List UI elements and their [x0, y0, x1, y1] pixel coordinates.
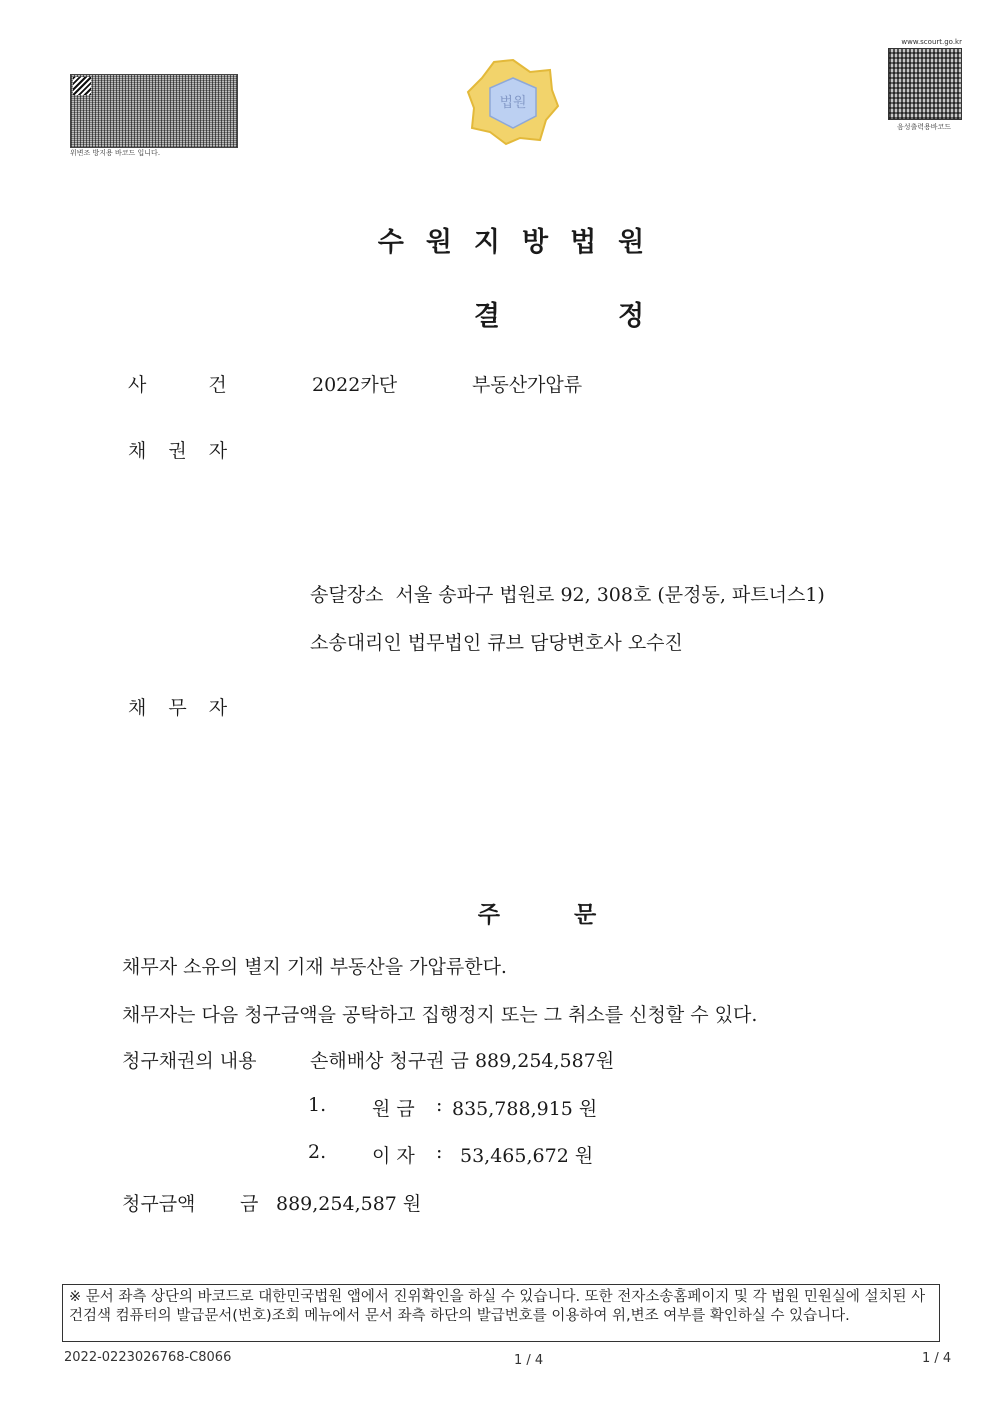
verification-notice: ※ 문서 좌측 상단의 바코드로 대한민국법원 앱에서 진위확인을 하실 수 있습니다. 또한 전자소송홈페이지 및 각 법원 민원실에 설치된 사건검색 컴퓨터의 발급문서(번호)조회 메뉴에서 문서 좌측 하단의 발급번호를 이용하여 위,변조 여부를 확인하실 수 있습니다.: [62, 1284, 940, 1342]
case-label: 사건: [128, 374, 289, 396]
order-line-2: 채무자는 다음 청구금액을 공탁하고 집행정지 또는 그 취소를 신청할 수 있다.: [122, 1004, 758, 1026]
claim-item-label: 이 자: [372, 1145, 415, 1167]
claim-item-sep: :: [436, 1141, 443, 1163]
barcode-corner-mark: [73, 77, 91, 95]
creditor-label: 채권자: [128, 440, 250, 462]
anti-forgery-barcode: [70, 74, 238, 148]
court-url: www.scourt.go.kr: [901, 38, 962, 46]
page-number-center: 1 / 4: [514, 1353, 544, 1368]
claim-item-amount: 53,465,672 원: [460, 1145, 594, 1167]
debtor-label: 채무자: [128, 697, 250, 719]
total-prefix: 금: [240, 1193, 259, 1215]
voice-barcode-caption: 음성출력용바코드: [896, 123, 952, 131]
order-line-1: 채무자 소유의 별지 기재 부동산을 가압류한다.: [122, 956, 507, 978]
claim-item-no: 1.: [308, 1094, 327, 1116]
document-type: 결정: [473, 301, 763, 332]
voice-output-barcode: [888, 48, 962, 120]
case-number: 2022카단: [312, 374, 398, 396]
seal-text: 법원: [499, 95, 527, 111]
creditor-service-address: 송달장소 서울 송파구 법원로 92, 308호 (문정동, 파트너스1): [310, 584, 825, 606]
case-name: 부동산가압류: [472, 374, 583, 396]
total-amount: 889,254,587 원: [276, 1193, 422, 1215]
claim-label: 청구채권의 내용: [122, 1050, 257, 1072]
claim-item-no: 2.: [308, 1141, 327, 1163]
court-name: 수원지방법원: [377, 227, 667, 258]
claim-item-sep: :: [436, 1094, 443, 1116]
court-seal-emblem: [466, 58, 560, 146]
creditor-agent: 소송대리인 법무법인 큐브 담당변호사 오수진: [310, 632, 683, 654]
claim-text: 손해배상 청구권 금 889,254,587원: [310, 1050, 615, 1072]
order-heading: 주문: [477, 902, 671, 928]
claim-item-label: 원 금: [372, 1098, 415, 1120]
claim-item-amount: 835,788,915 원: [452, 1098, 598, 1120]
issue-number: 2022-0223026768-C8066: [64, 1350, 232, 1365]
page-number-right: 1 / 4: [922, 1351, 952, 1366]
total-label: 청구금액: [122, 1193, 196, 1215]
barcode-caption: 위변조 방지용 바코드 입니다.: [70, 149, 161, 157]
